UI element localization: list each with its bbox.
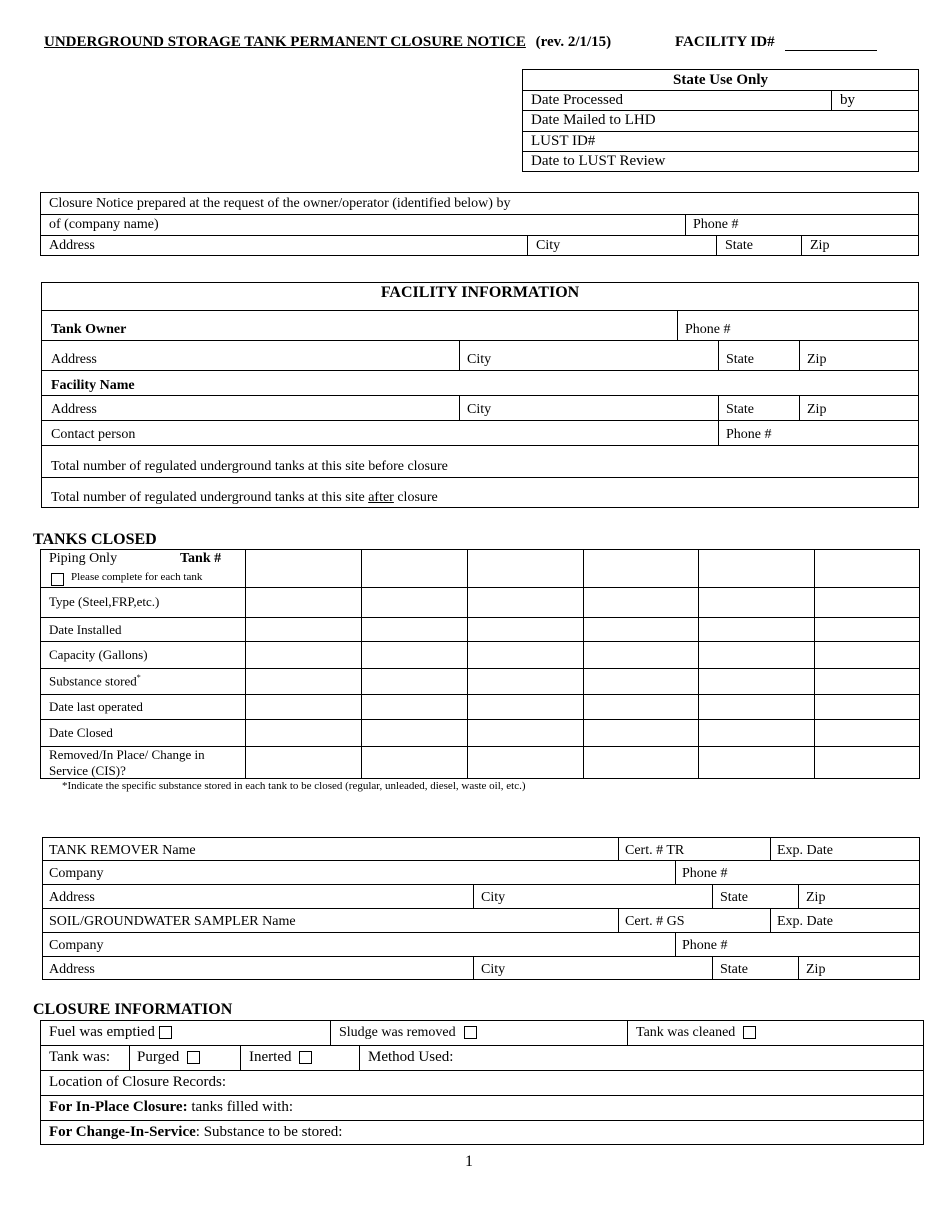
by-label: by	[840, 92, 855, 108]
total-after-label	[51, 490, 438, 506]
sampler-phone-label: Phone #	[682, 938, 728, 953]
substance-text: Substance stored	[49, 673, 137, 689]
row-removed-label-1: Removed/In Place/ Change in	[49, 747, 205, 762]
row-date-last-operated-label: Date last operated	[49, 699, 143, 714]
facility-name-label: Facility Name	[51, 378, 135, 393]
piping-only-checkbox[interactable]	[51, 570, 64, 588]
fuel-emptied-label	[49, 1024, 172, 1041]
cis-bold: For Change-In-Service	[49, 1124, 196, 1140]
owner-address-label: Address	[51, 352, 97, 367]
prepared-by-label: Closure Notice prepared at the request of the owner/operator (identified below) by	[49, 196, 511, 211]
facility-info-title: FACILITY INFORMATION	[380, 284, 580, 301]
sampler-zip-label: Zip	[806, 962, 826, 977]
facility-state-label: State	[726, 402, 754, 417]
remover-address-label: Address	[49, 890, 95, 905]
date-mailed-label: Date Mailed to LHD	[531, 112, 656, 128]
row-date-installed-label: Date Installed	[49, 622, 122, 637]
prepared-phone-label: Phone #	[693, 217, 739, 232]
row-capacity-label: Capacity (Gallons)	[49, 647, 148, 662]
company-name-label: of (company name)	[49, 217, 159, 232]
sampler-name-label: SOIL/GROUNDWATER SAMPLER Name	[49, 914, 296, 929]
form-title	[44, 34, 611, 51]
remover-exp-label: Exp. Date	[777, 843, 833, 858]
remover-phone-label: Phone #	[682, 866, 728, 881]
owner-city-label: City	[467, 352, 492, 367]
facility-id-label: FACILITY ID#	[675, 34, 775, 50]
remover-zip-label: Zip	[806, 890, 826, 905]
sludge-removed-label	[339, 1025, 477, 1041]
in-place-bold: For In-Place Closure:	[49, 1099, 188, 1115]
inerted-label	[249, 1049, 312, 1066]
closure-info-title: CLOSURE INFORMATION	[33, 1001, 233, 1018]
change-in-service-label	[49, 1124, 342, 1141]
facility-address-label: Address	[51, 402, 97, 417]
purged-checkbox[interactable]	[187, 1051, 200, 1064]
in-place-closure-label	[49, 1099, 293, 1116]
in-place-rest: tanks filled with:	[187, 1099, 293, 1115]
fuel-emptied-checkbox[interactable]	[159, 1026, 172, 1039]
facility-id-field[interactable]	[785, 50, 877, 51]
contact-person-label: Contact person	[51, 427, 136, 442]
remover-city-label: City	[481, 890, 506, 905]
total-after-post: closure	[393, 490, 438, 505]
row-type-label: Type (Steel,FRP,etc.)	[49, 594, 160, 609]
remover-company-label: Company	[49, 866, 104, 881]
cis-rest: : Substance to be stored:	[195, 1124, 343, 1140]
tank-cleaned-checkbox[interactable]	[743, 1026, 756, 1039]
state-use-title: State Use Only	[673, 72, 768, 88]
tank-cleaned-text: Tank was cleaned	[636, 1025, 736, 1040]
tank-owner-label: Tank Owner	[51, 322, 127, 337]
method-used-label: Method Used:	[368, 1049, 454, 1065]
tank-was-label: Tank was:	[49, 1049, 111, 1065]
prepared-zip-label: Zip	[810, 238, 830, 253]
prepared-state-label: State	[725, 238, 753, 253]
tanks-closed-table	[40, 549, 920, 779]
facility-zip-label: Zip	[807, 402, 827, 417]
sampler-city-label: City	[481, 962, 506, 977]
total-after-underline: after	[368, 490, 394, 505]
contact-phone-label: Phone #	[726, 427, 772, 442]
tank-remover-name-label: TANK REMOVER Name	[49, 843, 196, 858]
tanks-closed-title: TANKS CLOSED	[33, 531, 157, 548]
row-date-closed-label: Date Closed	[49, 725, 113, 740]
revision-date: (rev. 2/1/15)	[535, 34, 612, 50]
row-substance-label	[49, 673, 141, 689]
facility-city-label: City	[467, 402, 492, 417]
sludge-removed-text: Sludge was removed	[339, 1025, 456, 1040]
title-text: UNDERGROUND STORAGE TANK PERMANENT CLOSURE NOTICE	[44, 34, 526, 50]
substance-asterisk: *	[136, 673, 141, 682]
owner-phone-label: Phone #	[685, 322, 731, 337]
date-lust-review-label: Date to LUST Review	[531, 153, 666, 169]
sampler-company-label: Company	[49, 938, 104, 953]
purged-label	[137, 1049, 200, 1066]
remover-cert-label: Cert. # TR	[625, 843, 685, 858]
remover-state-label: State	[720, 890, 748, 905]
complete-each-note: Please complete for each tank	[71, 571, 203, 583]
sampler-address-label: Address	[49, 962, 95, 977]
fuel-emptied-text: Fuel was emptied	[49, 1024, 155, 1040]
sampler-state-label: State	[720, 962, 748, 977]
total-after-pre: Total number of regulated underground tanks at this site	[51, 490, 369, 505]
prepared-address-label: Address	[49, 238, 95, 253]
inerted-checkbox[interactable]	[299, 1051, 312, 1064]
lust-id-label: LUST ID#	[531, 133, 596, 149]
purged-text: Purged	[137, 1049, 180, 1065]
row-removed-label-2: Service (CIS)?	[49, 763, 126, 778]
prepared-city-label: City	[536, 238, 561, 253]
tank-number-label: Tank #	[180, 551, 222, 566]
sampler-exp-label: Exp. Date	[777, 914, 833, 929]
owner-zip-label: Zip	[807, 352, 827, 367]
sampler-cert-label: Cert. # GS	[625, 914, 685, 929]
total-before-label: Total number of regulated underground tanks at this site before closure	[51, 459, 448, 474]
date-processed-label: Date Processed	[531, 92, 624, 108]
closure-records-location-label: Location of Closure Records:	[49, 1074, 227, 1090]
inerted-text: Inerted	[249, 1049, 292, 1065]
piping-only-label: Piping Only	[49, 551, 118, 566]
substance-footnote: *Indicate the specific substance stored in each tank to be closed (regular, unleaded, diesel, waste oil, etc.)	[62, 780, 526, 792]
owner-state-label: State	[726, 352, 754, 367]
page-number: 1	[465, 1153, 473, 1170]
tank-cleaned-label	[636, 1025, 756, 1041]
sludge-removed-checkbox[interactable]	[464, 1026, 477, 1039]
